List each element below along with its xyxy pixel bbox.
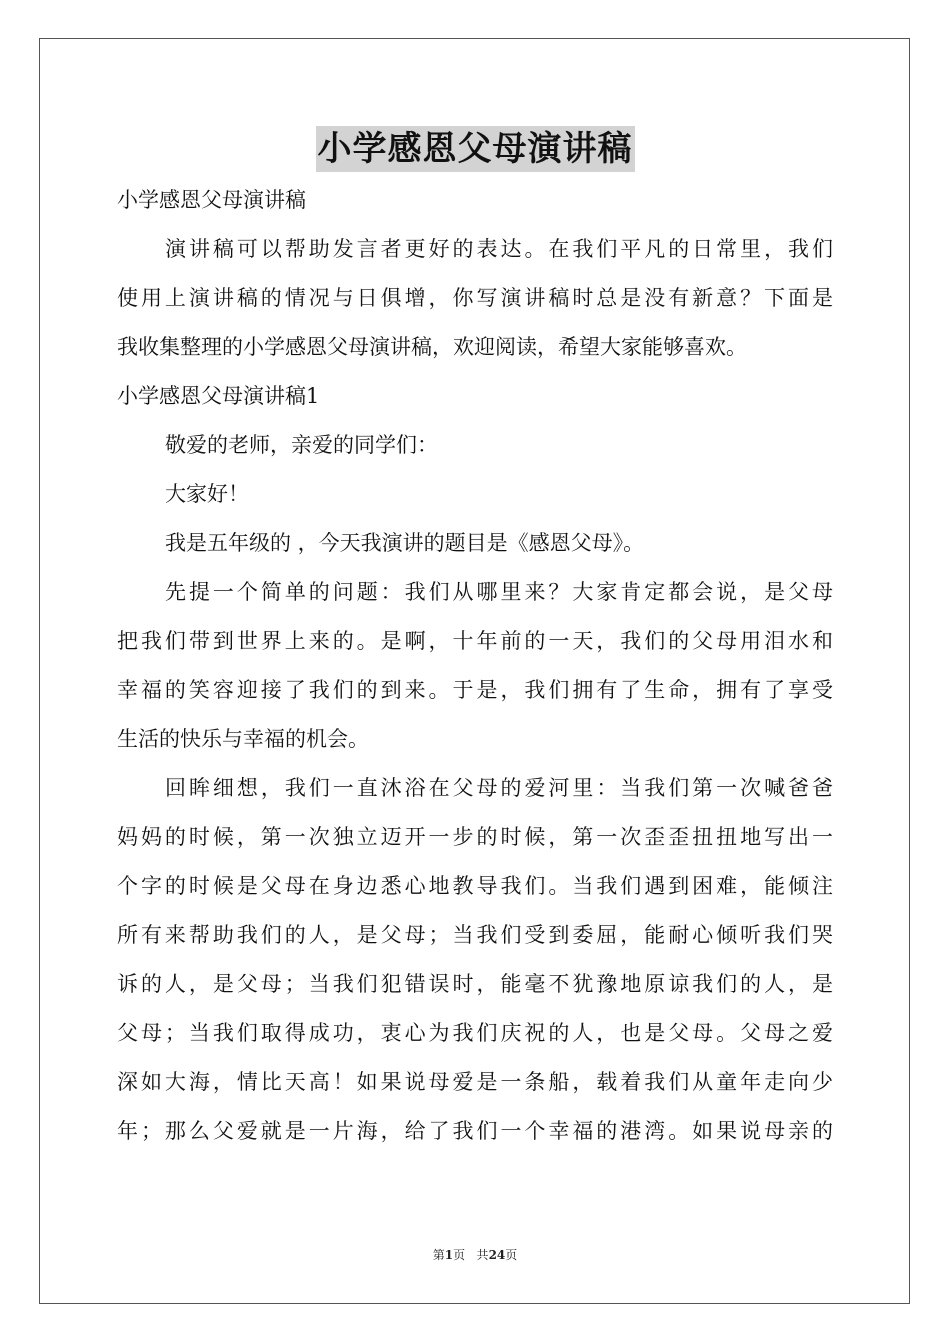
page-footer — [0, 1246, 950, 1263]
document-body — [117, 176, 833, 1156]
section-heading: 小学感恩父母演讲稿 — [117, 188, 306, 212]
document-title — [0, 126, 950, 172]
total-suffix: 页 — [505, 1248, 518, 1262]
paragraph-line: 诉的人，是父母；当我们犯错误时，能毫不犹豫地原谅我们的人，是 — [117, 972, 833, 996]
paragraph-line: 妈妈的时候，第一次独立迈开一步的时候，第一次歪歪扭扭地写出一 — [117, 825, 833, 849]
paragraph-line: 生活的快乐与幸福的机会。 — [117, 727, 369, 751]
salutation-line: 敬爱的老师，亲爱的同学们： — [165, 433, 438, 457]
paragraph-line: 所有来帮助我们的人，是父母；当我们受到委屈，能耐心倾听我们哭 — [117, 923, 833, 947]
page-suffix: 页 — [453, 1248, 466, 1262]
page-prefix: 第 — [432, 1248, 445, 1262]
paragraph-line: 使用上演讲稿的情况与日俱增，你写演讲稿时总是没有新意？下面是 — [117, 286, 833, 310]
paragraph-line: 我收集整理的小学感恩父母演讲稿，欢迎阅读，希望大家能够喜欢。 — [117, 335, 747, 359]
paragraph-line: 个字的时候是父母在身边悉心地教导我们。当我们遇到困难，能倾注 — [117, 874, 833, 898]
paragraph-line: 把我们带到世界上来的。是啊，十年前的一天，我们的父母用泪水和 — [117, 629, 833, 653]
page-number: 1 — [444, 1248, 454, 1262]
paragraph-line: 我是五年级的 ，今天我演讲的题目是《感恩父母》。 — [165, 531, 645, 555]
section-heading: 小学感恩父母演讲稿1 — [117, 384, 320, 408]
paragraph-line: 父母；当我们取得成功，衷心为我们庆祝的人，也是父母。父母之爱 — [117, 1021, 833, 1045]
paragraph-line: 幸福的笑容迎接了我们的到来。于是，我们拥有了生命，拥有了享受 — [117, 678, 833, 702]
page-total: 24 — [488, 1248, 506, 1262]
paragraph-line: 深如大海，情比天高！如果说母爱是一条船，载着我们从童年走向少 — [117, 1070, 833, 1094]
paragraph-line: 演讲稿可以帮助发言者更好的表达。在我们平凡的日常里，我们 — [165, 237, 833, 261]
greeting-line: 大家好！ — [165, 482, 249, 506]
total-prefix: 共 — [476, 1248, 489, 1262]
paragraph-line: 先提一个简单的问题：我们从哪里来？大家肯定都会说，是父母 — [165, 580, 833, 604]
paragraph-line: 年；那么父爱就是一片海，给了我们一个幸福的港湾。如果说母亲的 — [117, 1119, 833, 1143]
document-title-text: 小学感恩父母演讲稿 — [316, 126, 635, 172]
paragraph-line: 回眸细想，我们一直沐浴在父母的爱河里：当我们第一次喊爸爸 — [165, 776, 833, 800]
